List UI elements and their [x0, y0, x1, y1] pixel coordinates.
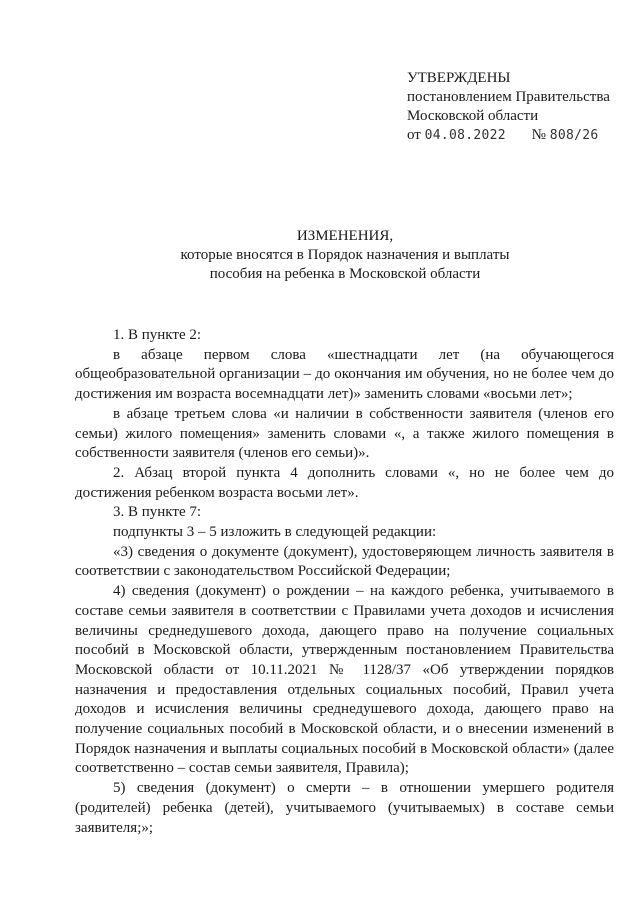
- title-line2: которые вносятся в Порядок назначения и выплаты: [180, 247, 510, 263]
- approval-resolution-line2: Московской области: [407, 108, 539, 124]
- paragraph-item-1-sub2: в абзаце третьем слова «и наличии в собственности заявителя (членов его семьи) жилого помещения» заменить словами «, а также жилого помещения в собственности заявителя (членов его семьи)».: [75, 405, 614, 462]
- title-heading: ИЗМЕНЕНИЯ,: [296, 228, 394, 244]
- paragraph-item-1: 1. В пункте 2:: [113, 327, 202, 343]
- approval-heading: УТВЕРЖДЕНЫ: [407, 70, 511, 86]
- title-line3: пособия на ребенка в Московской области: [209, 266, 481, 282]
- document-title: [60, 227, 630, 284]
- approval-date-number: [407, 126, 610, 145]
- approval-number: 808/26: [549, 128, 599, 143]
- paragraph-item-1-sub1: в абзаце первом слова «шестнадцати лет (на обучающегося общеобразовательной организации – до окончания им обучения, но не более чем до достижения им возраста восемнадцати лет)» заменить словами «восьми лет»;: [75, 346, 614, 403]
- approval-block: [407, 69, 610, 145]
- paragraph-subitem-5: 5) сведения (документ) о смерти – в отношении умершего родителя (родителей) ребенка (детей), учитываемого (учитываемых) в составе семьи заявителя;»;: [75, 780, 614, 836]
- paragraph-subitem-4: 4) сведения (документ) о рождении – на каждого ребенка, учитываемого в составе семьи заявителя в соответствии с Правилами учета доходов и исчисления величины среднедушевого дохода, дающего право на получение социальных пособий в Московской области, утвержденным постановлением Правительства Московской области от 10.11.2021 № 1128/37 «Об утверждении порядков назначения и предоставления отдельных социальных пособий, Правил учета доходов и исчисления величины среднедушевого дохода, дающего право на получение социальных пособий в Московской области, и о внесении изменений в Порядок назначения и выплаты социальных пособий в Московской области» (далее соответственно – состав семьи заявителя, Правила);: [75, 583, 614, 777]
- approval-number-label: №: [531, 127, 546, 143]
- document-body: [75, 326, 614, 838]
- paragraph-subitem-3: «3) сведения о документе (документ), удостоверяющем личность заявителя в соответствии с законодательством Российской Федерации;: [75, 543, 614, 580]
- approval-from-label: от: [407, 127, 421, 143]
- paragraph-item-3: 3. В пункте 7:: [113, 504, 202, 521]
- approval-resolution-line1: постановлением Правительства: [407, 89, 610, 105]
- paragraph-item-3-intro: подпункты 3 – 5 изложить в следующей редакции:: [113, 524, 437, 541]
- approval-date: 04.08.2022: [424, 128, 506, 143]
- paragraph-item-2: 2. Абзац второй пункта 4 дополнить словами «, но не более чем до достижения ребенком возраста восьми лет».: [75, 464, 614, 501]
